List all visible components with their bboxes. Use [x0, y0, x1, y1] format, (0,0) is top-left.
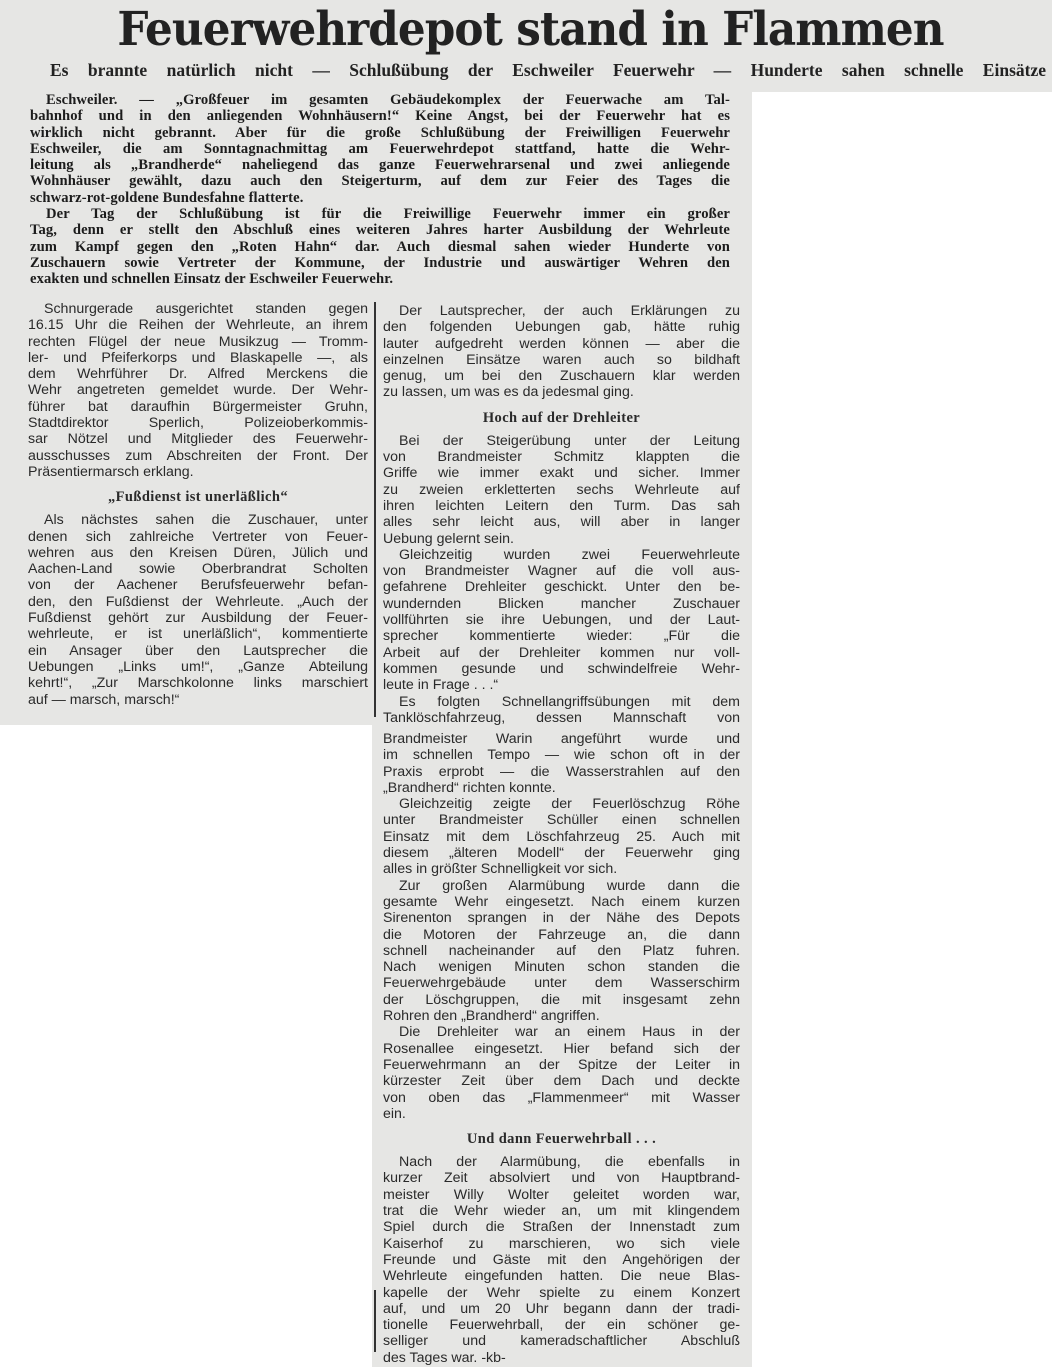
paragraph — [383, 731, 740, 796]
text-line: Spiel durch die Straßen der Innenstadt zum — [383, 1219, 740, 1236]
text-line: Gleichzeitig wurden zwei Feuerwehrleute — [399, 546, 740, 563]
text-line: schwarz-rot-goldene Bundesfahne flatterte. — [30, 189, 304, 206]
text-line: sprecher kommentierte wieder: „Für die — [383, 628, 740, 645]
text-line: schnell nacheinander auf den Platz fuhren. — [383, 942, 740, 959]
text-line: wehren aus den Kreisen Düren, Jülich und — [28, 544, 368, 561]
text-line: genug, um bei den Zuschauern klar werden — [383, 368, 740, 385]
text-line: Der Tag der Schlußübung ist für die Freiwillige Feuerwehr immer ein großer — [46, 206, 730, 223]
text-line: ein. — [383, 1105, 406, 1122]
text-line: alles sehr leicht aus, will aber in langer — [383, 514, 740, 531]
text-line: leitung als „Brandherde“ naheliegend das ganze Feuerwehrarsenal und zwei anliegende — [30, 157, 730, 174]
text-line: im schnellen Tempo — wie schon oft in der — [383, 747, 740, 764]
text-line: dem Wehrführer Dr. Alfred Merckens die — [28, 366, 368, 383]
text-line: alles in größter Schnelligkeit vor sich. — [383, 861, 618, 878]
text-line: exakten und schnellen Einsatz der Eschweiler Feuerwehr. — [30, 271, 394, 288]
text-line: Aachen-Land sowie Oberbrandrat Scholten — [28, 561, 368, 578]
column-divider — [374, 1290, 376, 1352]
text-line: Sirenenton sprangen in der Nähe des Depots — [383, 910, 740, 927]
text-line: Praxis erprobt — die Wasserstrahlen auf den — [383, 763, 740, 780]
text-line: Feuerwehrgebäude unter dem Wasserschirm — [383, 975, 740, 992]
text-line: ihren leichten Leitern den Turm. Das sah — [383, 497, 740, 514]
text-line: Wohnhäuser gewählt, dazu auch den Steigerturm, auf dem zur Feier des Tages die — [30, 173, 730, 190]
paragraph — [383, 303, 740, 401]
text-line: Eschweiler. — „Großfeuer im gesamten Gebäudekomplex der Feuerwache am Tal- — [46, 92, 730, 108]
text-line: der Löschgruppen, die mit insgesamt zehn — [383, 991, 740, 1008]
left-column — [28, 301, 368, 708]
paragraph — [28, 512, 368, 708]
text-line: Arbeit auf der Drehleiter kommen nur voll- — [383, 644, 740, 661]
text-line: diesem „älteren Modell“ der Feuerwehr ging — [383, 845, 740, 862]
text-line: leute in Frage . . .“ — [383, 677, 499, 694]
text-line: meister Willy Wolter geleitet worden war, — [383, 1186, 740, 1203]
section-heading: „Fußdienst ist unerläßlich“ — [108, 489, 288, 506]
text-line: Zur großen Alarmübung wurde dann die — [399, 877, 740, 894]
text-line: kurzer Zeit absolviert und von Hauptbrand- — [383, 1170, 740, 1187]
text-line: Wehr angetreten gemeldet wurde. Der Wehr- — [28, 382, 368, 399]
subheadline: Es brannte natürlich nicht — Schlußübung der Eschweiler Feuerwehr — Hunderte sahen schnelle Einsätze — [50, 60, 1046, 80]
text-line: Uebung gelernt sein. — [383, 530, 514, 547]
text-line: Wehrleute eingefunden hatten. Die neue Blas- — [383, 1268, 740, 1285]
text-line: Einsatz mit dem Löschfahrzeug 25. Auch mit — [383, 828, 740, 845]
text-line: Gleichzeitig zeigte der Feuerlöschzug Röhe — [399, 796, 740, 813]
text-line: Nach wenigen Minuten schon standen die — [383, 959, 740, 976]
section-heading: Und dann Feuerwehrball . . . — [466, 1131, 657, 1148]
text-line: Eschweiler, die am Sonntagnachmittag am Feuerwehrdepot stattfand, hatte die Wehr- — [30, 140, 730, 157]
text-line: einzelnen Einsätze waren auch so bildhaft — [383, 351, 740, 368]
paragraph — [28, 301, 368, 480]
text-line: kommen gesunde und schwindelfreie Wehr- — [383, 660, 740, 677]
paragraph — [383, 796, 740, 877]
text-line: wirklich nicht gebrannt. Aber für die große Schlußübung der Freiwilligen Feuerwehr — [30, 124, 730, 141]
text-line: sar Nötzel und Mitglieder des Feuerwehr- — [28, 431, 368, 448]
paragraph — [383, 433, 740, 547]
text-line: von Brandmeister Schmitz klappten die — [383, 449, 740, 466]
text-line: gefahrene Drehleiter geschickt. Unter den be- — [383, 579, 740, 596]
text-line: Brandmeister Warin angeführt wurde und — [383, 731, 740, 747]
text-line: Zuschauern sowie Vertreter der Kommune, der Industrie und auswärtiger Wehren den — [30, 254, 730, 271]
text-line: den, den Fußdienst der Wehrleute. „Auch der — [28, 593, 368, 610]
paragraph — [30, 92, 730, 206]
text-line: Bei der Steigerübung unter der Leitung — [399, 432, 740, 449]
intro-text — [30, 92, 730, 288]
text-line: tionelle Feuerwehrball, der ein schöner ge- — [383, 1317, 740, 1334]
text-line: ein Ansager über den Lautsprecher die — [28, 642, 368, 659]
text-line: Tag, denn er stellt den Abschluß eines weiteren Jahres harter Ausbildung der Wehrleute — [30, 222, 730, 239]
right-column — [383, 303, 740, 726]
text-line: Präsentiermarsch erklang. — [28, 463, 194, 480]
text-line: auf, und um 20 Uhr begann dann der tradi- — [383, 1300, 740, 1317]
column-divider — [374, 302, 376, 717]
text-line: kürzester Zeit über dem Dach und deckte — [383, 1073, 740, 1090]
text-line: von oben das „Flammenmeer“ mit Wasser — [383, 1089, 740, 1106]
text-line: von Brandmeister Wagner auf die voll aus- — [383, 563, 740, 580]
text-line: Kaiserhof zu marschieren, wo sich viele — [383, 1235, 740, 1252]
text-line: Die Drehleiter war an einem Haus in der — [399, 1024, 740, 1041]
text-line: Als nächstes sahen die Zuschauer, unter — [44, 512, 368, 529]
paragraph — [383, 1154, 740, 1366]
text-line: kehrt!“, „Zur Marschkolonne links marschiert — [28, 675, 368, 692]
text-line: Stadtdirektor Sperlich, Polizeioberkommis- — [28, 415, 368, 432]
text-line: gesamte Wehr eingesetzt. Nach einem kurzen — [383, 893, 740, 910]
text-line: den folgenden Uebungen gab, hätte ruhig — [383, 319, 740, 336]
text-line: 16.15 Uhr die Reihen der Wehrleute, an ihrem — [28, 317, 368, 334]
text-line: wundernden Blicken mancher Zuschauer — [383, 595, 740, 612]
paragraph — [383, 1024, 740, 1122]
text-line: denen sich zahlreiche Vertreter von Feuer- — [28, 528, 368, 545]
paragraph — [383, 547, 740, 694]
text-line: Uebungen „Links um!“, „Ganze Abteilung — [28, 658, 368, 675]
paragraph — [30, 206, 730, 287]
text-line: „Brandherd“ richten konnte. — [383, 779, 556, 796]
text-line: rechten Flügel der neue Musikzug — Tromm- — [28, 333, 368, 350]
paragraph — [383, 878, 740, 1025]
text-line: zu lassen, um was es da jedesmal ging. — [383, 384, 634, 401]
text-line: Freunde und Gäste mit den Angehörigen der — [383, 1251, 740, 1268]
text-line: des Tages war. -kb- — [383, 1349, 506, 1366]
text-line: unter Brandmeister Schüller einen schnellen — [383, 812, 740, 829]
text-line: führer bat daraufhin Bürgermeister Gruhn, — [28, 398, 368, 415]
text-line: zu zweien erkletterten sechs Wehrleute auf — [383, 481, 740, 498]
headline: Feuerwehrdepot stand in Flammen — [117, 2, 944, 57]
text-line: bahnhof und in den anliegenden Wohnhäusern!“ Keine Angst, bei der Feuerwehr hat es — [30, 108, 730, 125]
text-line: ausschusses zum Abschreiten der Front. Der — [28, 447, 368, 464]
text-line: Griffe wie immer exakt und sicher. Immer — [383, 465, 740, 482]
text-line: lauter aufgedreht werden können — aber die — [383, 335, 740, 352]
text-line: Rosenallee eingesetzt. Hier befand sich der — [383, 1040, 740, 1057]
text-line: Nach der Alarmübung, die ebenfalls in — [399, 1154, 740, 1171]
text-line: vollführten sie ihre Uebungen, und der Laut- — [383, 612, 740, 629]
section-heading: Hoch auf der Drehleiter — [482, 409, 641, 426]
text-line: Fußdienst gehört zur Ausbildung der Feuer- — [28, 610, 368, 627]
text-line: die Motoren der Fahrzeuge an, die dann — [383, 926, 740, 943]
paragraph — [383, 694, 740, 727]
text-line: wehrleute, er ist unerläßlich“, kommentierte — [28, 626, 368, 643]
text-line: ler- und Pfeiferkorps und Blaskapelle —, als — [28, 349, 368, 366]
text-line: zum Kampf gegen den „Roten Hahn“ dar. Auch diesmal sahen wieder Hunderte von — [30, 238, 730, 255]
text-line: kapelle der Wehr spielte zu einem Konzert — [383, 1284, 740, 1301]
text-line: selliger und kameradschaftlicher Abschluß — [383, 1333, 740, 1350]
text-line: von der Aachener Berufsfeuerwehr befan- — [28, 577, 368, 594]
text-line: Schnurgerade ausgerichtet standen gegen — [44, 301, 368, 317]
text-line: Tanklöschfahrzeug, dessen Mannschaft von — [383, 709, 740, 726]
text-line: trat die Wehr wieder an, um mit klingendem — [383, 1203, 740, 1220]
text-line: Der Lautsprecher, der auch Erklärungen zu — [399, 303, 740, 319]
text-line: auf — marsch, marsch!“ — [28, 691, 180, 708]
bottom-column — [383, 731, 740, 1366]
text-line: Es folgten Schnellangriffsübungen mit dem — [399, 693, 740, 710]
text-line: Feuerwehrmann an der Spitze der Leiter in — [383, 1056, 740, 1073]
text-line: Rohren den „Brandherd“ angriffen. — [383, 1008, 600, 1025]
